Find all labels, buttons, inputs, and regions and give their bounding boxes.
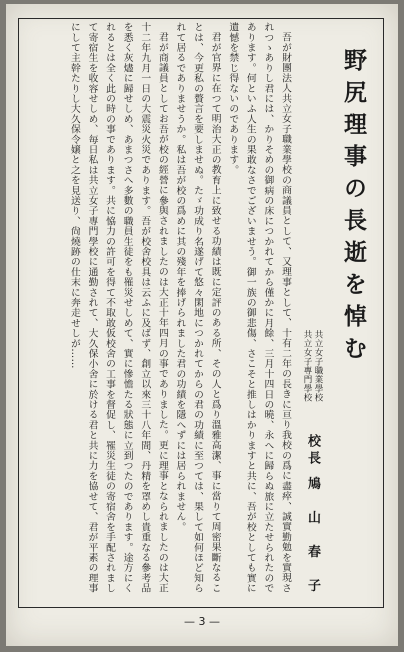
affiliation-line: 共立女子專門學校 bbox=[302, 330, 312, 402]
article-title: 野尻理事の長逝を悼む bbox=[340, 48, 367, 368]
body-paragraph: 吾が財團法人共立女子職業學校の商議員として、又理事として、十有二年の長きに亘り我校の爲に盡瘁、誠實勤勉を實現されつゝありし君には、かりそめの御病の床につかれてから僅かに月餘、三月十四日の曉、永へに歸らぬ旅に立たせられたのであります。何といふ人生の果敢なさでございませう。御一族の御悲傷、さこそと推しはかりますと共に、吾が校としても實に遺憾を禁じ得ないのであります。 bbox=[227, 22, 291, 594]
affiliation-line: 共立女子職業學校 bbox=[313, 330, 323, 402]
author-role: 校長 bbox=[305, 434, 320, 468]
page-number: — 3 — bbox=[184, 615, 220, 628]
body-paragraph: 君が官界に在つて明治大正の教育上に致せる功績は既に定評のある所、その人と爲り溫雅高潔、事に當りて周密果斷なることは、今更私の贅言を要しませぬ。たゞ功成り名遂げて悠々閑地につかれてからの君の功績に至つては、果して如何ほど知られて居るでありませうか。私は吾が校の爲めに其の殘年を捧げられました君の功績を隱へずには居られません。 bbox=[174, 22, 221, 594]
author-affiliation bbox=[301, 330, 323, 402]
document-page bbox=[6, 4, 398, 646]
author-name: 鳩 山 春 子 bbox=[305, 476, 320, 596]
body-paragraph: 君が商議員としてお吾が校の經營に參與されましたのは大正十年四月の事でありました。更に理事となられましたのは大正十二年九月一日の大震災火災であります。吾が校舍校具は云ふに及ばず、創立以來三十八年間、丹精を罩めし貴重なる參考品を悉く灰燼に歸せしめ、あまつさへ多數の職員生徒をも罹災せしめて、實に慘憺たる狀態に立到つたのであります。途方にくれるとは全く此の時の事であります。共に恊力の許可を得て不取敢仮校舍の工事を督促し、罹災生徒の寄宿舍を手配されまして寄宿生を收容せしめ、毎日私は共立女子專門學校に通勤されて、大久保小舍に於ける君と共に力を協せて、君が平素の理事にして主幹たりし大久保令嬢と之を見送り、尙燒跡の仕末に奔走せしが…… bbox=[68, 22, 168, 594]
article-body bbox=[65, 22, 294, 598]
author-signature bbox=[303, 434, 322, 596]
